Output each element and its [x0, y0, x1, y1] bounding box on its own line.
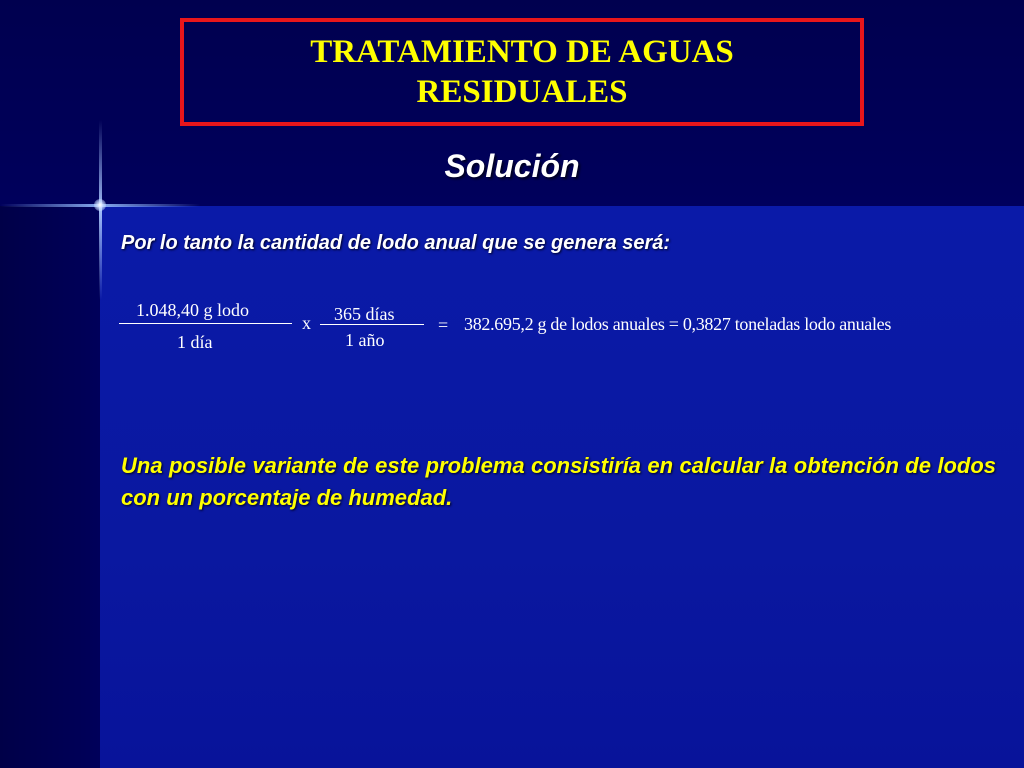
equals-sign: =: [438, 315, 449, 335]
equation-result: 382.695,2 g de lodos anuales = 0,3827 toneladas lodo anuales: [464, 314, 892, 334]
title-box: [180, 18, 864, 126]
fraction1-denominator: 1 día: [177, 332, 213, 352]
fraction2-bar: [320, 324, 424, 325]
background-left: [0, 206, 100, 768]
fraction2-denominator: 1 año: [345, 330, 385, 350]
times-sign: x: [302, 313, 311, 333]
intro-text: Por lo tanto la cantidad de lodo anual que se genera será:: [121, 232, 671, 254]
slide-subtitle: Solución: [444, 148, 580, 184]
fraction1-numerator: 1.048,40 g lodo: [136, 300, 250, 320]
variant-text: Una posible variante de este problema consistiría en calcular la obtención de lodos con un porcentaje de humedad.: [121, 453, 996, 510]
slide-title: TRATAMIENTO DE AGUAS RESIDUALES: [310, 34, 734, 110]
sparkle-icon: [94, 199, 106, 211]
fraction2-numerator: 365 días: [334, 304, 395, 324]
fraction1-bar: [119, 323, 292, 324]
